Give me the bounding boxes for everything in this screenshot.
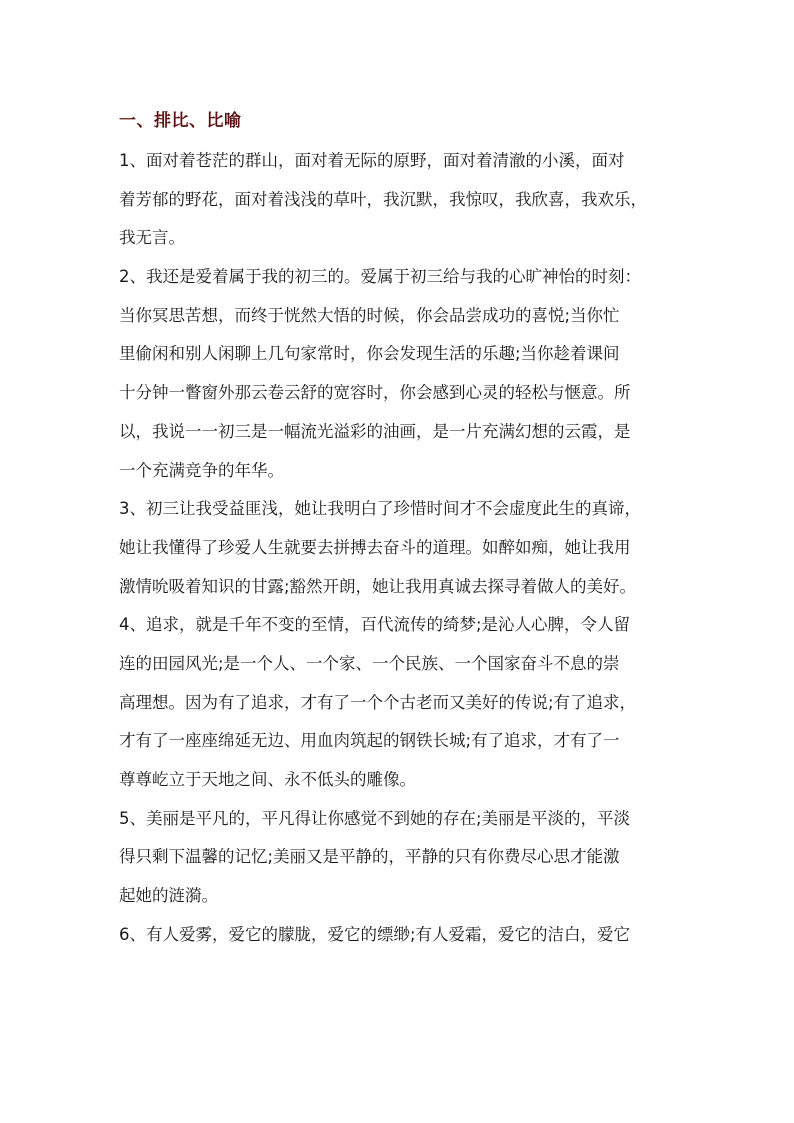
text-line: 尊尊屹立于天地之间、永不低头的雕像。 (119, 770, 416, 789)
paragraph-6 (119, 916, 689, 955)
text-line: 当你冥思苦想，而终于恍然大悟的时候，你会品尝成功的喜悦;当你忙 (119, 305, 620, 325)
text-line: 5、美丽是平凡的，平凡得让你感觉不到她的存在;美丽是平淡的，平淡 (119, 808, 631, 828)
text-line: 1、面对着苍茫的群山，面对着无际的原野，面对着清澈的小溪，面对 (119, 151, 625, 170)
document-body (119, 142, 689, 954)
text-line: 4、追求，就是千年不变的至情，百代流传的绮梦;是沁人心脾，令人留 (119, 615, 631, 635)
text-line: 6、有人爱雾，爱它的朦胧，爱它的缥缈;有人爱霜，爱它的洁白，爱它 (119, 924, 631, 944)
paragraph-3 (119, 490, 689, 606)
text-line: 才有了一座座绵延无边、用血肉筑起的钢铁长城;有了追求，才有了一 (119, 731, 620, 751)
text-line: 里偷闲和别人闲聊上几句家常时，你会发现生活的乐趣;当你趁着课间 (119, 344, 620, 364)
paragraph-5 (119, 800, 689, 916)
text-line: 着芳郁的野花，面对着浅浅的草叶，我沉默，我惊叹，我欣喜，我欢乐， (119, 189, 647, 209)
text-line: 十分钟一瞥窗外那云卷云舒的宽容时，你会感到心灵的轻松与惬意。所 (119, 383, 631, 403)
text-line: 激情吮吸着知识的甘露;豁然开朗，她让我用真诚去探寻着做人的美好。 (119, 576, 637, 596)
text-line: 连的田园风光;是一个人、一个家、一个民族、一个国家奋斗不息的崇 (119, 653, 620, 673)
text-line: 高理想。因为有了追求，才有了一个个古老而又美好的传说;有了追求， (119, 692, 637, 712)
text-line: 她让我懂得了珍爱人生就要去拼搏去奋斗的道理。如醉如痴，她让我用 (119, 537, 631, 557)
section-heading: 一、排比、比喻 (119, 111, 242, 131)
text-line: 我无言。 (119, 228, 185, 248)
text-line: 以，我说一一初三是一幅流光溢彩的油画，是一片充满幻想的云霞，是 (119, 421, 631, 441)
text-line: 一个充满竞争的年华。 (119, 460, 284, 480)
paragraph-4 (119, 606, 689, 799)
paragraph-2 (119, 258, 689, 490)
text-line: 3、初三让我受益匪浅，她让我明白了珍惜时间才不会虚度此生的真谛， (119, 499, 641, 519)
text-line: 得只剩下温馨的记忆;美丽又是平静的，平静的只有你费尽心思才能激 (119, 847, 620, 867)
text-line: 起她的涟漪。 (119, 886, 218, 906)
paragraph-1 (119, 142, 689, 258)
text-line: 2、我还是爱着属于我的初三的。爱属于初三给与我的心旷神怡的时刻： (119, 267, 641, 287)
